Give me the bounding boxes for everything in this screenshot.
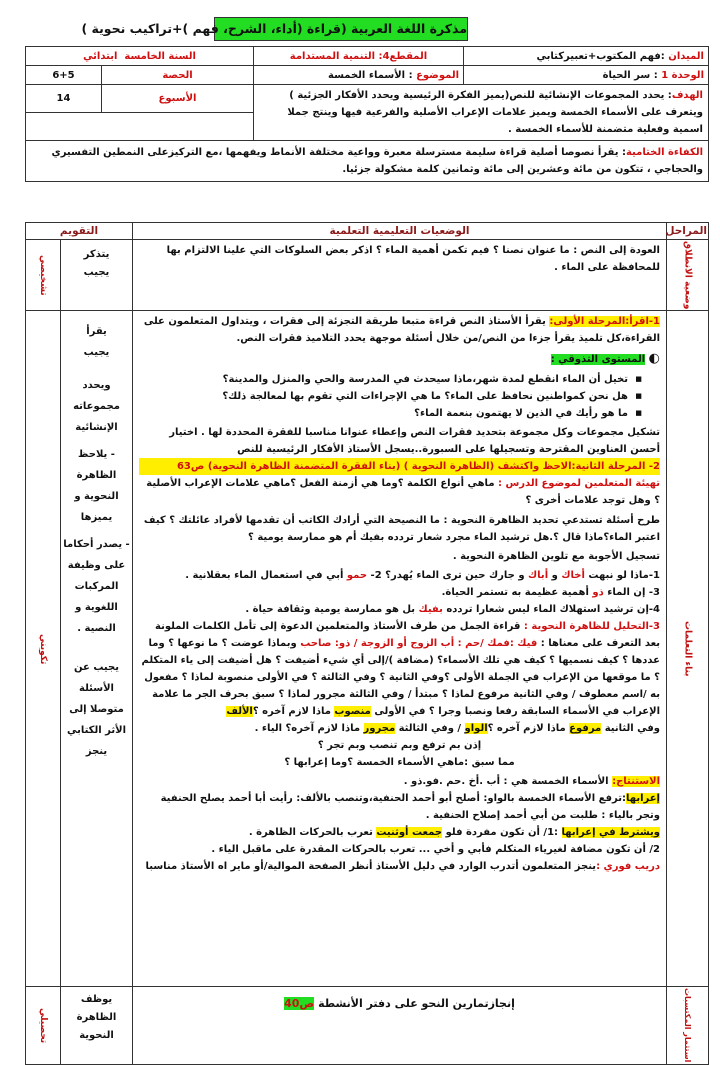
conclusion: الاستنتاج: الأسماء الخمسة هي : أب .أخ .حم .فو.ذو .: [403, 776, 660, 788]
topic-cell: [254, 66, 464, 85]
expected-level: ◐ المستوى التذوقي :: [550, 351, 660, 367]
competency-text: : يقرأ نصوصا أصلية قراءة سليمة مسترسلة معبرة وواعية مختلفة الأنماط ويفهمها ،مع التركيزعلى النمطين التفسيري والحجاجي ، تتكون من مائة وعشرين إلى مائة وثمانين كلمة مشكولة جزئيا.: [51, 147, 703, 175]
week-value: 14: [26, 85, 102, 113]
competency-cell: [26, 141, 709, 182]
lesson-table: [25, 222, 709, 1065]
invest-eval: يوظف الظاهرة النحوية: [61, 987, 133, 1064]
second-case: وفي الثانية مرفوع ماذا لازم آخره ؟الواو / وفي الثالثة مجرور ماذا لازم آخره؟ الياء .: [254, 723, 660, 735]
level-cell: [26, 47, 254, 66]
bullet-3: ■ ما هو رأيك في الذين لا يهتمون بنعمة الماء؟: [139, 405, 642, 422]
goal-label: الهدف: [671, 90, 703, 101]
sheet-title: مذكرة اللغة العربية (قراءة (أداء، الشرح، فهم )+تراكيب نحوية ): [214, 17, 468, 41]
level-value: ابتدائي: [83, 50, 118, 62]
launch-text: العودة إلى النص : ما عنوان نصنا ؟ فيم تكمن أهمية الماء ؟ اذكر بعض السلوكات التي علينا الالتزام بها للمحافظة على الماء .: [133, 240, 667, 311]
invest-text: إنجازتمارين النحو على دفتر الأنشطة ص40: [133, 987, 667, 1064]
launch-eval-type: تشخيصي: [26, 240, 61, 311]
launch-stage: وضعية الانطلاق: [667, 240, 709, 311]
goal-text: : يحدد المجموعات الإنشائية للنص(يميز الفكرة الرئيسية ويحدد الأفكار الجزئية ) ويتعرف على الأسماء الخمسة ويميز علامات الإعراب الأصلية والفرعية فيها وينتج جملا اسمية وفعلية متضمنة للأسماء الخمسة .: [287, 90, 703, 135]
topic-label: الموضوع: [416, 69, 459, 81]
stages-header: المراحل: [667, 223, 709, 240]
build-stage: بناء التعلمات: [667, 311, 709, 987]
competency-label: الكفاءة الختامية: [625, 147, 703, 158]
groups-text: تشكيل مجموعات وكل مجموعة بتحديد فقرات النص وإعطاء عنوانا مناسبا للفقرة المحددة لها . اختيار أحسن العناوين المقترحة وتسجيلها على السبورة..يسجل الأستاذ الأفكار الرئيسية للنص: [169, 427, 660, 456]
bullet-2: ■ هل نحن كمواطنين نحافظ على الماء؟ ما هي الإجراءات التي تقوم بها لمعالجة ذلك؟: [139, 388, 642, 405]
field-value: :فهم المكتوب+تعبيركتابي: [536, 50, 665, 62]
unit-label: الوحدة 1: [661, 69, 704, 81]
example-3: 3- إن الماء ذو أهمية عظيمة به تستمر الحياة.: [441, 587, 660, 599]
evaluation-header: التقويم: [26, 223, 133, 240]
condition-2: 2/ أن تكون مضافة لغيرياء المتكلم فأبي و أخي ... تعرب بالحركات المقدرة على ماقبل الياء .: [211, 844, 660, 856]
questions: طرح أسئلة تستدعي تحديد الظاهرة النحوية : ما النصيحة التي أرادك الكاتب أن تقدمها لأفراد عائلتك ؟ كيف اعتبر الماء؟ماذا قال ؟.هل ترشيد الماء مجرد شعار تردده بفيك أم هو ممارسة يومية ؟: [143, 515, 660, 544]
goal-cell: [254, 85, 709, 141]
unit-value: : سر الحياة: [602, 69, 658, 81]
session-value: 6+5: [26, 66, 102, 85]
invest-stage: استثمار المكتسبات: [667, 987, 709, 1064]
record: تسجيل الأجوبة مع تلوين الظاهرة النحوية .: [452, 551, 660, 563]
level-label: السنة الخامسة: [124, 50, 196, 62]
q-what: مما سبق :ماهي الأسماء الخمسة ؟وما إعرابها ؟: [284, 757, 515, 769]
field-label: الميدان: [668, 50, 704, 62]
build-eval: يقرأ يجيب ويحدد مجموعاته الإنشائية - يلاحظ الظاهرة النحوية و يميزها - يصدر أحكاما على وظيفة المركبات اللغوية و النصية . يجيب عن الأسئلة متوصلا إلى الأثر الكتابي ينجز: [61, 311, 133, 987]
phase3: 3-التحليل للظاهرة النحوية : قراءة الجمل من طرف الأستاذ والمتعلمين الدعوة إلى تأمل الكلمات الملونة بعد التعرف على معناها : فيك :فمك /حم : أب الزوج أو الزوجة / ذو: صاحب وبماذا عوضت ؟ ما نوعها ؟ وما عددها ؟ كيف نسميها ؟ كيف هي تلك الأسماء؟ (مضافة )/إلى أي شيء أضيفت ؟ هل أضيفت إلى ياء المتكلم ؟ ما موقعها من الإعراب في الجملة الأولى ؟وفي الثانية ؟ وفي الثالثة ؟ في الأولى منصوبة لماذا ؟ مفعول به /اسم معطوف / وفي الثانية مرفوع لماذا ؟ مبتدأ / وفي الثالثة مجرور لماذا ؟ سبق بحرف الجر ما علامة الإعراب في الأسماء السابقة رفعا ونصبا وجرا ؟ في الأولى منصوب ماذا لازم آخره ؟الألف: [141, 621, 660, 718]
launch-eval: يتذكر يجيب: [61, 240, 133, 311]
q-why: إذن بم ترفع وبم تنصب وبم تجر ؟: [317, 740, 482, 752]
example-1: 1-ماذا لو نبهت أخاك و أباك و جارك حين ترى الماء يُهدر؟ 2- حمو أبي في استعمال الماء بعقلانية .: [185, 570, 660, 582]
situations-header: الوضعيات التعليمية التعلمية: [133, 223, 667, 240]
topic-value: : الأسماء الخمسة: [328, 69, 413, 81]
drill: دريب فوري :ينجز المتعلمون أتدرب الوارد في دليل الأستاذ أنظر الصفحة الموالية/أو ماير اه الأستاذ مناسبا: [145, 861, 660, 873]
build-eval-type: تكويني: [26, 311, 61, 987]
build-content: [133, 311, 667, 987]
phase2: 2- المرحلة الثانية:الاحظ واكتشف (الظاهرة النحوية ) (بناء الفقرة المتضمنة الظاهرة النحوية) ص63: [139, 458, 660, 475]
session-label: الحصة: [102, 66, 254, 85]
unit-cell: [464, 66, 709, 85]
example-4: 4-إن ترشيد استهلاك الماء ليس شعارا تردده بفيك بل هو ممارسة يومية وثقافة حياة .: [245, 604, 660, 616]
info-header: [25, 46, 709, 182]
bullet-1: ■ تخيل أن الماء انقطع لمدة شهر،ماذا سيحدث في المدرسة والحي والمنزل والمدينة؟: [139, 371, 642, 388]
prep: تهيئة المتعلمين لموضوع الدرس : ماهي أنواع الكلمة ؟وما هي أزمنة الفعل ؟ماهي علامات الإعراب الأصلية ؟ وهل توجد علامات أخرى ؟: [146, 478, 660, 507]
phase1: 1-اقرأ:المرحلة الأولى: يقرأ الأستاذ النص قراءة متبعا طريقة التجزئة إلى فقرات ، ويتداول المتعلمون على القراءة،كل تلميذ يقرأ جزءا من النص/من خلال أسئلة موجهة يحدد التلاميذ فقرات النص.: [143, 316, 660, 345]
invest-eval-type: تحصيلي: [26, 987, 61, 1064]
segment-cell: المقطع4: التنمية المستدامة: [254, 47, 464, 66]
week-label: الأسبوع: [102, 85, 254, 113]
irab: إعرابها:ترفع الأسماء الخمسة بالواو: أصلح أبو أحمد الحنفية،وتنصب بالألف: رأيت أبا أحمد يصلح الحنفية وتجر بالياء : طلبت من أبي أحمد إصلاح الحنفية .: [160, 793, 660, 822]
condition-1: ويشترط في إعرابها :1/ أن تكون مفردة فلو جمعت أوثنيت تعرب بالحركات الظاهرة .: [248, 827, 660, 839]
field-cell: [464, 47, 709, 66]
